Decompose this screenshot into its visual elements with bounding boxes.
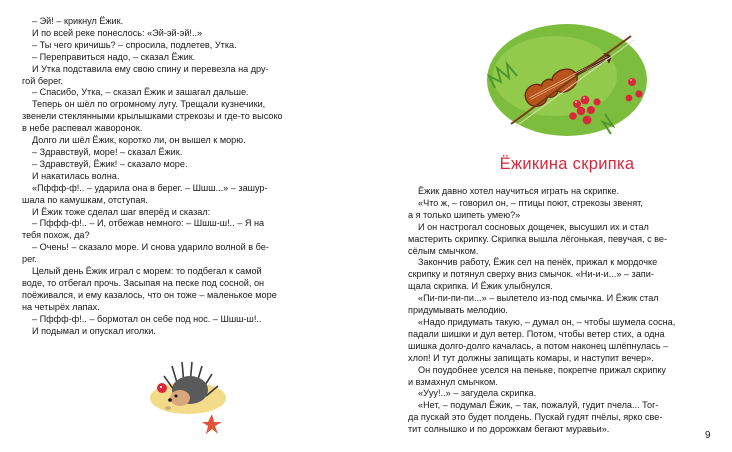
text-line: И Ёжик тоже сделал шаг вперёд и сказал: [32,206,211,217]
text-line: да пускай это будет полдень. Пускай гудят пчёлы, ярко све- [408,412,663,423]
text-line: Долго ли шёл Ёжик, коротко ли, он вышел к морю. [32,135,246,146]
text-line: гой берег. [22,75,63,86]
text-line: – Спасибо, Утка, – сказал Ёжик и зашагал дальше. [32,87,249,98]
text-line: «Пи-пи-пи-пи...» – вылетело из-под смычка. И Ёжик стал [418,293,659,304]
text-line: – Эй! – крикнул Ёжик. [32,16,124,26]
text-line: падали шишки и дул ветер. Потом, чтобы ветер стих, а одна [408,328,665,339]
text-line: «Надо придумать такую, – думал он, – чтобы шумела сосна, [418,316,676,327]
text-line: тит солнышко и по дорожкам бегают муравьи». [408,424,610,435]
text-line: «Ууу!..» – загудела скрипка. [418,388,537,399]
text-line: – Пффф-ф!.. – бормотал он себе под нос. – Шшш-ш!.. [32,313,262,324]
text-line: – Здравствуй, море! – сказал Ёжик. [32,146,183,157]
text-line: а я только шипеть умею?» [408,209,521,220]
text-line: звенели стеклянными крылышками стрекозы и где-то высоко [22,111,283,122]
text-line: тебя похож, да? [22,230,90,241]
text-line: И подымал и опускал иголки. [32,325,156,336]
violin-on-grass-illustration [485,18,650,146]
text-line: поёживался, и ему казалось, что он тоже – маленькое море [22,289,277,300]
text-line: – Пффф-ф!.. – И, отбежав немного: – Шшш-ш!.. – Я на [32,218,265,229]
left-page-text [22,16,356,337]
text-line: сёлым смычком. [408,245,479,256]
text-line: – Здравствуй, Ёжик! – сказало море. [32,158,188,169]
text-line: хлоп! И тут должны запищать комары, и наступит вечер». [408,352,654,363]
text-line: И Утка подставила ему свою спину и перевезла на дру- [32,63,269,74]
text-line: Теперь он шёл по огромному лугу. Трещали кузнечики, [32,99,266,110]
text-line: Целый день Ёжик играл с морем: то подбегал к самой [32,266,262,277]
text-line: рег. [22,254,37,265]
right-page-text [408,186,726,436]
text-line: Он поудобнее уселся на пеньке, покрепче прижал скрипку [418,364,666,375]
text-line: скрипку и потянул сверху вниз смычок. «Ни-и-и...» – запи- [408,269,654,280]
text-line: – Ты чего кричишь? – спросила, подлетев, Утка. [32,39,237,50]
text-line: И он настрогал сосновых дощечек, высушил их и стал [418,221,649,232]
text-line: шишка долго-долго качалась, а потом наконец шлёпнулась – [408,340,669,351]
text-line: придумывать мелодию. [408,305,508,316]
text-line: и взмахнул смычком. [408,376,498,387]
text-line: «Пффф-ф!.. – ударила она в берег. – Шшш...» – зашур- [32,182,268,193]
text-line: мастерить скрипку. Скрипка вышла лёгонькая, певучая, с ве- [408,233,668,244]
page-number: 9 [705,430,711,441]
text-line: щала скрипка. И Ёжик улыбнулся. [408,281,553,292]
hedgehog-on-sand-illustration [148,356,232,438]
text-line: на четырёх лапах. [22,301,100,312]
text-line: И накатилась волна. [32,170,120,181]
text-line: шала по камушкам, отступая. [22,194,148,205]
story-title: Ёжикина скрипка [499,155,635,173]
text-line: – Очень! – сказало море. И снова ударило волной в бе- [32,242,269,253]
text-line: Закончив работу, Ёжик сел на пенёк, прижал к мордочке [418,257,658,268]
text-line: «Что ж, – говорил он, – птицы поют, стрекозы звенят, [418,197,643,208]
text-line: воде, то отбегал прочь. Засыпая на песке под сосной, он [22,277,265,288]
text-line: И по всей реке понеслось: «Эй-эй-эй!..» [32,27,203,38]
text-line: – Переправиться надо, – сказал Ёжик. [32,51,196,62]
text-line: «Нет, – подумал Ёжик, – так, пожалуй, гудит пчела... Тог- [418,400,659,411]
text-line: Ёжик давно хотел научиться играть на скрипке. [418,186,620,196]
text-line: в небе распевал жаворонок. [22,123,143,134]
